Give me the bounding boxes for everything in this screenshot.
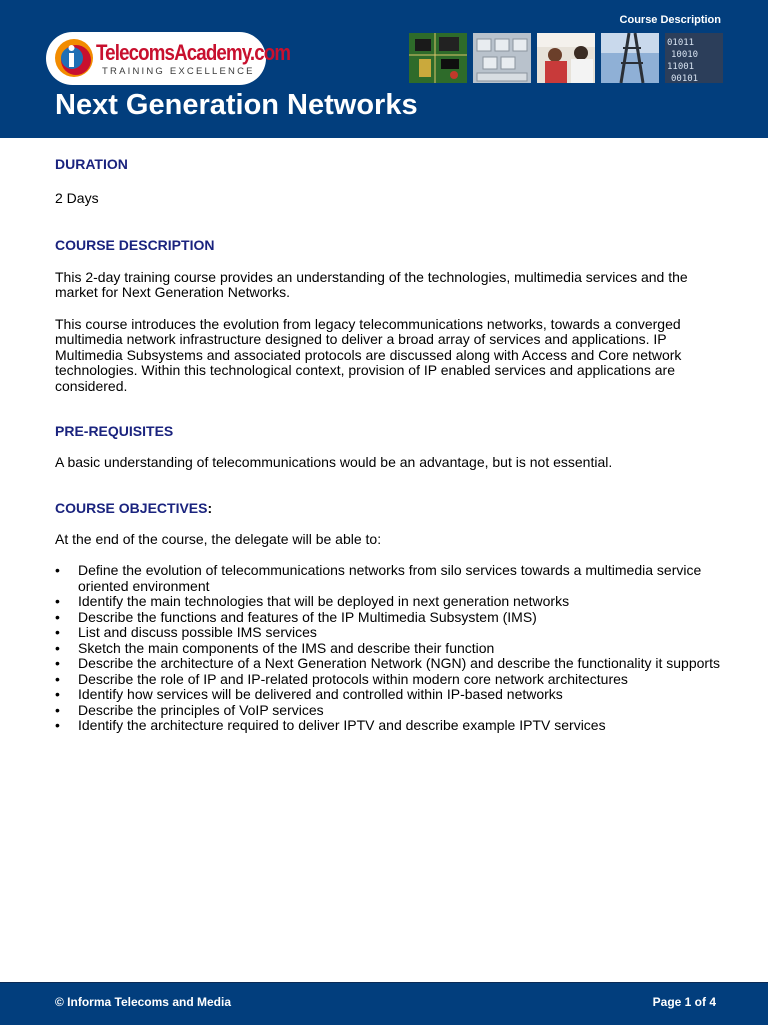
- prerequisites-heading: PRE-REQUISITES: [55, 423, 174, 439]
- list-item: [55, 672, 720, 688]
- list-item-text: Describe the architecture of a Next Generation Network (NGN) and describe the functionality it supports: [78, 655, 720, 671]
- duration-value: 2 Days: [55, 189, 99, 206]
- bullet-marker: •: [55, 670, 60, 687]
- course-objectives-heading-text: COURSE OBJECTIVES: [55, 500, 208, 516]
- header-banner: [0, 0, 768, 138]
- bullet-marker: •: [55, 639, 60, 656]
- list-item: [55, 687, 720, 703]
- bullet-marker: •: [55, 701, 60, 718]
- svg-text:10010: 10010: [671, 50, 699, 60]
- logo-mark-icon: [54, 38, 94, 78]
- list-item: [55, 610, 720, 626]
- course-description-paragraph-2: This course introduces the evolution from legacy telecommunications networks, towards a converged multimedia network infrastructure designed to deliver a broad array of services and applications. IP Multimedia Subsystems and associated protocols are discussed along with Access and Core network technologies. Within this technological context, provision of IP enabled services and applications are considered.: [55, 315, 682, 394]
- bullet-marker: •: [55, 562, 60, 578]
- svg-text:01011: 01011: [667, 38, 695, 48]
- bullet-marker: •: [55, 624, 60, 640]
- list-item: [55, 625, 720, 641]
- objectives-intro: At the end of the course, the delegate will be able to:: [55, 530, 382, 547]
- list-item-text: Describe the role of IP and IP-related protocols within modern core network architectures: [78, 670, 628, 687]
- list-item-text: Identify how services will be delivered and controlled within IP-based networks: [78, 686, 563, 702]
- logo-tagline: TRAINING EXCELLENCE: [102, 66, 255, 77]
- binary-code-photo: [665, 33, 723, 83]
- course-objectives-heading-colon: :: [207, 500, 213, 516]
- duration-heading: DURATION: [55, 156, 128, 172]
- course-objectives-heading: [55, 501, 720, 517]
- list-item: [55, 641, 720, 657]
- list-item: [55, 703, 720, 719]
- course-description-heading: COURSE DESCRIPTION: [55, 237, 215, 253]
- prerequisites-text: A basic understanding of telecommunications would be an advantage, but is not essential.: [55, 453, 613, 470]
- bullet-marker: •: [55, 717, 60, 733]
- bullet-marker: •: [55, 608, 60, 625]
- page-title: Next Generation Networks: [55, 89, 418, 121]
- list-item: [55, 563, 720, 594]
- bullet-marker: •: [55, 655, 60, 671]
- copyright-notice: © Informa Telecoms and Media: [55, 995, 231, 1009]
- document-type-label: Course Description: [619, 14, 721, 26]
- company-logo: [46, 32, 291, 85]
- keyboard-photo: [473, 33, 531, 83]
- bullet-marker: •: [55, 686, 60, 702]
- circuit-board-photo: [409, 33, 467, 83]
- logo-name: TelecomsAcademy.com: [96, 40, 291, 65]
- document-body: [55, 155, 720, 734]
- bullet-marker: •: [55, 593, 60, 609]
- list-item: [55, 718, 720, 734]
- footer-bar: [0, 982, 768, 1025]
- list-item-text: Identify the main technologies that will be deployed in next generation networks: [78, 593, 570, 609]
- svg-text:00101: 00101: [671, 74, 699, 83]
- list-item-text: Identify the architecture required to deliver IPTV and describe example IPTV services: [78, 717, 606, 733]
- list-item-text: Sketch the main components of the IMS and describe their function: [78, 639, 495, 656]
- list-item-text: Describe the functions and features of the IP Multimedia Subsystem (IMS): [78, 608, 537, 625]
- page-number: Page 1 of 4: [652, 995, 716, 1009]
- course-description-paragraph-1: This 2-day training course provides an understanding of the technologies, multimedia services and the market for Next Generation Networks.: [55, 268, 688, 300]
- telecom-tower-photo: [601, 33, 659, 83]
- classroom-photo: [537, 33, 595, 83]
- list-item-text: Describe the principles of VoIP services: [78, 701, 324, 718]
- svg-text:11001: 11001: [667, 62, 695, 72]
- list-item: [55, 594, 720, 610]
- list-item: [55, 656, 720, 672]
- list-item-text: List and discuss possible IMS services: [78, 624, 317, 640]
- objectives-list: [55, 563, 720, 734]
- header-photo-strip: [409, 33, 723, 83]
- list-item-text: Define the evolution of telecommunications networks from silo services towards a multimedia service oriented environment: [78, 562, 702, 594]
